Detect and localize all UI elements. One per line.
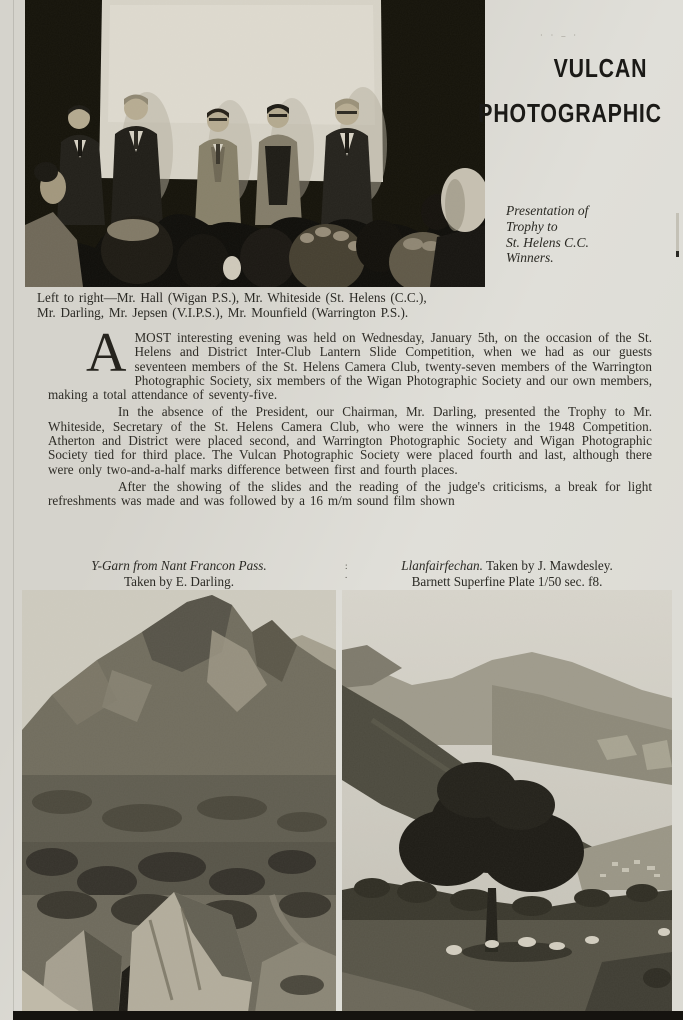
llanfairfechan-photo [342, 590, 672, 1020]
drop-cap: A [86, 322, 127, 384]
scan-edge-bottom [13, 1011, 683, 1020]
llanfairfechan-caption-line-2: Barnett Superfine Plate 1/50 sec. f8. [411, 573, 603, 589]
ygarn-photo-art [22, 590, 336, 1020]
article-paragraph-1 [48, 322, 652, 403]
article-paragraph-3: After the showing of the slides and the reading of the judge's criticisms, a break for light refreshments was made and was followed by a 16 m/m sound film shown [48, 478, 652, 509]
llanfairfechan-caption-title: Llanfairfechan. [401, 558, 483, 573]
top-photo-caption-line-2: Mr. Darling, Mr. Jepsen (V.I.P.S.), Mr. Mounfield (Warrington P.S.). [37, 304, 409, 320]
ygarn-photo [22, 590, 336, 1020]
trophy-side-caption-line-4: Winners. [506, 250, 554, 266]
trophy-presentation-photo [25, 0, 485, 287]
trophy-side-caption [506, 203, 589, 266]
scan-dots-artifact: · · – · [540, 31, 579, 40]
masthead-title-line-2: PHOTOGRAPHIC [478, 98, 662, 128]
llanfairfechan-caption-line-1 [342, 558, 672, 574]
trophy-side-caption-line-3: St. Helens C.C. [506, 234, 589, 250]
llanfairfechan-photo-art [342, 590, 672, 1020]
masthead-title-line-1: VULCAN [553, 53, 647, 83]
article-paragraph-2: In the absence of the President, our Chairman, Mr. Darling, presented the Trophy to Mr. Whiteside, Secretary of the St. Helens Camera Club, who were the winners in the 1948 Competition. Atherton and District were placed second, and Warrington Photographic Society and Wigan Photographic Society tied for third place. The Vulcan Photographic Society were placed fourth and last, although there were only two-and-a-half marks difference between first and fourth places. [48, 404, 652, 477]
ygarn-caption-credit: Taken by E. Darling. [123, 573, 235, 589]
scan-edge-right-sliver [676, 213, 679, 257]
article-paragraph-1-text: MOST interesting evening was held on Wednesday, January 5th, on the occasion of the St. Helens and District Inter-Club Lantern Slide Competition, when we had as our guests seventeen members of the St. Helens Camera Club, twenty-seven members of the Warrington Photographic Society, six members of the Wigan Photographic Society and our own members, making a total attendance of seventy-five. [48, 330, 652, 403]
ygarn-caption-title: Y-Garn from Nant Francon Pass. [91, 558, 267, 573]
ygarn-photo-caption [22, 558, 336, 589]
article-body [48, 322, 652, 512]
caption-separator-mark: : . [345, 561, 348, 580]
trophy-side-caption-line-1: Presentation of [506, 203, 589, 218]
llanfairfechan-photo-caption [342, 558, 672, 589]
llanfairfechan-caption-credit: Taken by J. Mawdesley. [482, 558, 613, 573]
trophy-side-caption-line-2: Trophy to [506, 218, 558, 234]
top-photo-caption-line-1: Left to right—Mr. Hall (Wigan P.S.), Mr. Whiteside (St. Helens (C.C.), [37, 290, 427, 305]
top-photo-caption [37, 291, 493, 320]
scan-crease-line [13, 0, 14, 1020]
trophy-presentation-photo-art [25, 0, 485, 287]
